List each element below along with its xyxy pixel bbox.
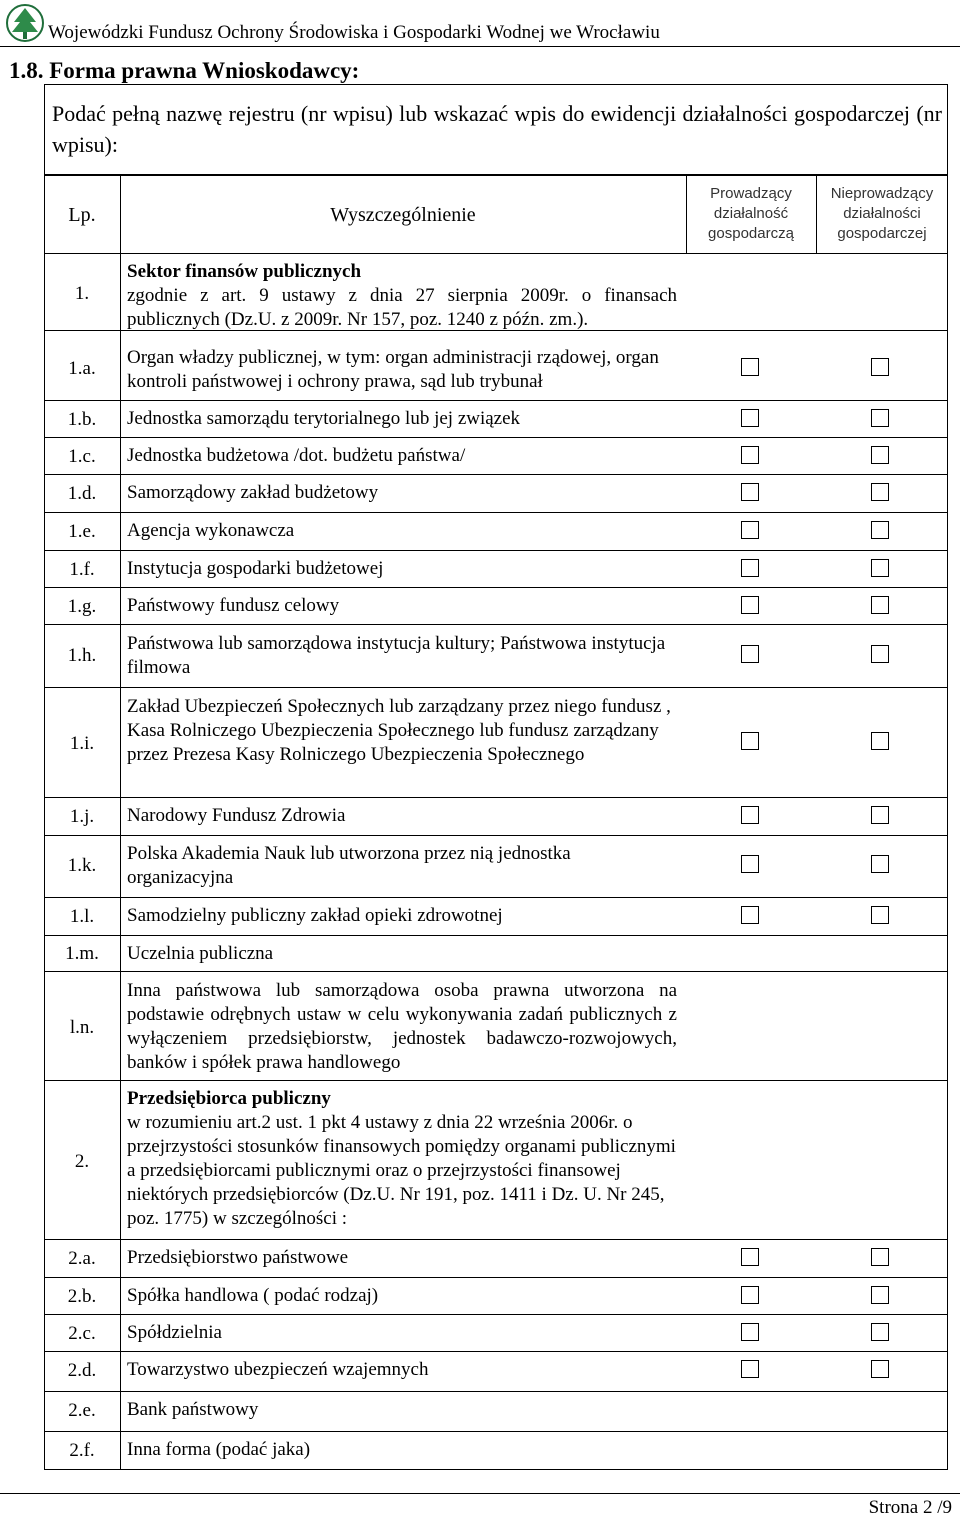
row-text: Spółdzielnia: [127, 1322, 222, 1343]
checkbox-business[interactable]: [741, 732, 759, 750]
row-description: [127, 904, 677, 928]
row-divider: [44, 1080, 948, 1081]
row-divider: [44, 330, 948, 331]
row-text: Agencja wykonawcza: [127, 520, 295, 541]
row-number: 1.b.: [67, 409, 97, 430]
row-divider: [44, 474, 948, 475]
row-description: [127, 444, 677, 468]
row-text: Bank państwowy: [127, 1399, 259, 1420]
row-description: [127, 942, 677, 966]
row-number: 1.c.: [68, 446, 96, 467]
checkbox-non-business[interactable]: [871, 645, 889, 663]
checkbox-non-business[interactable]: [871, 409, 889, 427]
row-description: [127, 1321, 677, 1345]
row-description: [127, 407, 677, 431]
row-number: 1.f.: [69, 559, 95, 580]
row-text: Państwowa lub samorządowa instytucja kultury; Państwowa instytucja filmowa: [127, 633, 666, 678]
checkbox-non-business[interactable]: [871, 521, 889, 539]
row-divider: [44, 587, 948, 588]
header-lp: Lp.: [68, 204, 96, 226]
checkbox-business[interactable]: [741, 806, 759, 824]
checkbox-non-business[interactable]: [871, 1360, 889, 1378]
checkbox-non-business[interactable]: [871, 855, 889, 873]
row-divider: [44, 935, 948, 936]
row-divider: [44, 624, 948, 625]
row-number: 1.: [74, 283, 90, 304]
row-number: 1.l.: [69, 906, 95, 927]
row-text: Samorządowy zakład budżetowy: [127, 482, 379, 503]
row-number: 2.: [74, 1151, 90, 1172]
row-number: 2.b.: [67, 1286, 97, 1307]
checkbox-non-business[interactable]: [871, 1286, 889, 1304]
row-description: [127, 1284, 677, 1308]
header-divider: [44, 253, 948, 254]
row-number: 2.e.: [68, 1400, 96, 1421]
header-business: Prowadzący działalność gospodarczą: [708, 185, 794, 242]
section-title: 1.8. Forma prawna Wnioskodawcy:: [9, 58, 360, 83]
row-description: [127, 1246, 677, 1270]
row-text: Spółka handlowa ( podać rodzaj): [127, 1285, 379, 1306]
checkbox-non-business[interactable]: [871, 1248, 889, 1266]
checkbox-business[interactable]: [741, 521, 759, 539]
row-number: l.n.: [69, 1017, 95, 1038]
row-divider: [44, 550, 948, 551]
row-number: 1.m.: [65, 943, 99, 964]
row-text: Jednostka budżetowa /dot. budżetu państwa/: [127, 445, 466, 466]
row-divider: [44, 1431, 948, 1432]
row-text: Przedsiębiorstwo państwowe: [127, 1247, 349, 1268]
header-description: Wyszczególnienie: [330, 204, 476, 226]
checkbox-non-business[interactable]: [871, 906, 889, 924]
checkbox-business[interactable]: [741, 855, 759, 873]
row-divider: [44, 400, 948, 401]
header-divider: [0, 46, 960, 47]
checkbox-business[interactable]: [741, 596, 759, 614]
row-description: [127, 1087, 677, 1231]
row-number: 1.k.: [67, 855, 97, 876]
checkbox-business[interactable]: [741, 1323, 759, 1341]
row-divider: [44, 1277, 948, 1278]
row-description: [127, 519, 677, 543]
row-text: Inna państwowa lub samorządowa osoba prawna utworzona na podstawie odrębnych ustaw w celu wykonywania zadań publicznych z wyłączeniem przedsiębiorstw, jednostek badawczo-rozwojowych, banków i spółek prawa handlowego: [127, 980, 677, 1073]
row-description: [127, 346, 677, 394]
row-text: Jednostka samorządu terytorialnego lub jej związek: [127, 408, 521, 429]
checkbox-business[interactable]: [741, 559, 759, 577]
organization-name: Wojewódzki Fundusz Ochrony Środowiska i Gospodarki Wodnej we Wrocławiu: [48, 22, 660, 43]
row-description: [127, 1438, 677, 1462]
row-number: 1.a.: [68, 358, 96, 379]
row-divider: [44, 971, 948, 972]
row-text: Uczelnia publiczna: [127, 943, 274, 964]
row-text: Państwowy fundusz celowy: [127, 595, 340, 616]
checkbox-non-business[interactable]: [871, 358, 889, 376]
row-description: [127, 632, 677, 680]
tree-logo-icon: [6, 2, 44, 44]
row-number: 2.f.: [69, 1440, 95, 1461]
checkbox-business[interactable]: [741, 446, 759, 464]
row-divider: [44, 1314, 948, 1315]
row-divider: [44, 687, 948, 688]
row-divider: [44, 1239, 948, 1240]
column-divider: [816, 175, 817, 253]
checkbox-non-business[interactable]: [871, 559, 889, 577]
row-number: 1.j.: [69, 806, 95, 827]
row-divider: [44, 897, 948, 898]
checkbox-business[interactable]: [741, 645, 759, 663]
row-divider: [44, 835, 948, 836]
row-text: Samodzielny publiczny zakład opieki zdrowotnej: [127, 905, 503, 926]
row-divider: [44, 437, 948, 438]
row-divider: [44, 1351, 948, 1352]
row-description: [127, 594, 677, 618]
checkbox-business[interactable]: [741, 409, 759, 427]
row-text: Towarzystwo ubezpieczeń wzajemnych: [127, 1359, 429, 1380]
row-title: Sektor finansów publicznych: [127, 261, 362, 282]
row-description: [127, 979, 677, 1075]
row-text: Polska Akademia Nauk lub utworzona przez nią jednostka organizacyjna: [127, 843, 571, 888]
row-description: [127, 260, 677, 332]
row-number: 1.i.: [69, 733, 95, 754]
column-divider: [686, 175, 687, 253]
row-description: [127, 481, 677, 505]
row-description: [127, 804, 677, 828]
checkbox-non-business[interactable]: [871, 1323, 889, 1341]
row-text: Instytucja gospodarki budżetowej: [127, 558, 384, 579]
row-description: [127, 557, 677, 581]
row-divider: [44, 797, 948, 798]
checkbox-non-business[interactable]: [871, 596, 889, 614]
row-text: Narodowy Fundusz Zdrowia: [127, 805, 346, 826]
header-non-business: Nieprowadzący działalności gospodarczej: [830, 185, 934, 242]
row-text: zgodnie z art. 9 ustawy z dnia 27 sierpnia 2009r. o finansach publicznych (Dz.U. z 2009r. Nr 157, poz. 1240 z późn. zm.).: [127, 285, 677, 330]
row-text: Zakład Ubezpieczeń Społecznych lub zarządzany przez niego fundusz , Kasa Rolniczego Ubezpieczenia Społecznego lub fundusz zarządzany przez Prezesa Kasy Rolniczego Ubezpieczenia Społecznego: [127, 696, 671, 765]
checkbox-non-business[interactable]: [871, 806, 889, 824]
checkbox-business[interactable]: [741, 1248, 759, 1266]
footer-divider: [0, 1493, 960, 1494]
row-text: Inna forma (podać jaka): [127, 1439, 311, 1460]
checkbox-business[interactable]: [741, 358, 759, 376]
checkbox-non-business[interactable]: [871, 483, 889, 501]
column-divider: [120, 175, 121, 1470]
row-number: 2.d.: [67, 1360, 97, 1381]
row-divider: [44, 1391, 948, 1392]
row-divider: [44, 512, 948, 513]
page-number: Strona 2 /9: [868, 1497, 952, 1518]
row-number: 1.d.: [67, 483, 97, 504]
row-description: [127, 695, 677, 767]
checkbox-business[interactable]: [741, 483, 759, 501]
row-description: [127, 842, 677, 890]
row-number: 1.e.: [68, 521, 96, 542]
row-number: 2.c.: [68, 1323, 96, 1344]
instruction-text: Podać pełną nazwę rejestru (nr wpisu) lub wskazać wpis do ewidencji działalności gospodarczej (nr wpisu):: [52, 101, 942, 157]
checkbox-non-business[interactable]: [871, 446, 889, 464]
row-number: 2.a.: [68, 1248, 96, 1269]
row-description: [127, 1358, 677, 1382]
page-header: [0, 0, 960, 46]
row-title: Przedsiębiorca publiczny: [127, 1088, 331, 1109]
row-text: w rozumieniu art.2 ust. 1 pkt 4 ustawy z dnia 22 września 2006r. o przejrzystości stosunków finansowych pomiędzy organami publicznymi a przedsiębiorcami publicznymi oraz o przejrzystości finansowej niektórych przedsiębiorców (Dz.U. Nr 191, poz. 1411 i Dz. U. Nr 245, poz. 1775) w szczególności :: [127, 1112, 676, 1229]
row-description: [127, 1398, 677, 1422]
checkbox-business[interactable]: [741, 906, 759, 924]
checkbox-business[interactable]: [741, 1360, 759, 1378]
row-number: 1.g.: [67, 596, 97, 617]
row-text: Organ władzy publicznej, w tym: organ administracji rządowej, organ kontroli państwowej i ochrony prawa, sąd lub trybunał: [127, 347, 659, 392]
row-number: 1.h.: [67, 645, 97, 666]
checkbox-business[interactable]: [741, 1286, 759, 1304]
checkbox-non-business[interactable]: [871, 732, 889, 750]
